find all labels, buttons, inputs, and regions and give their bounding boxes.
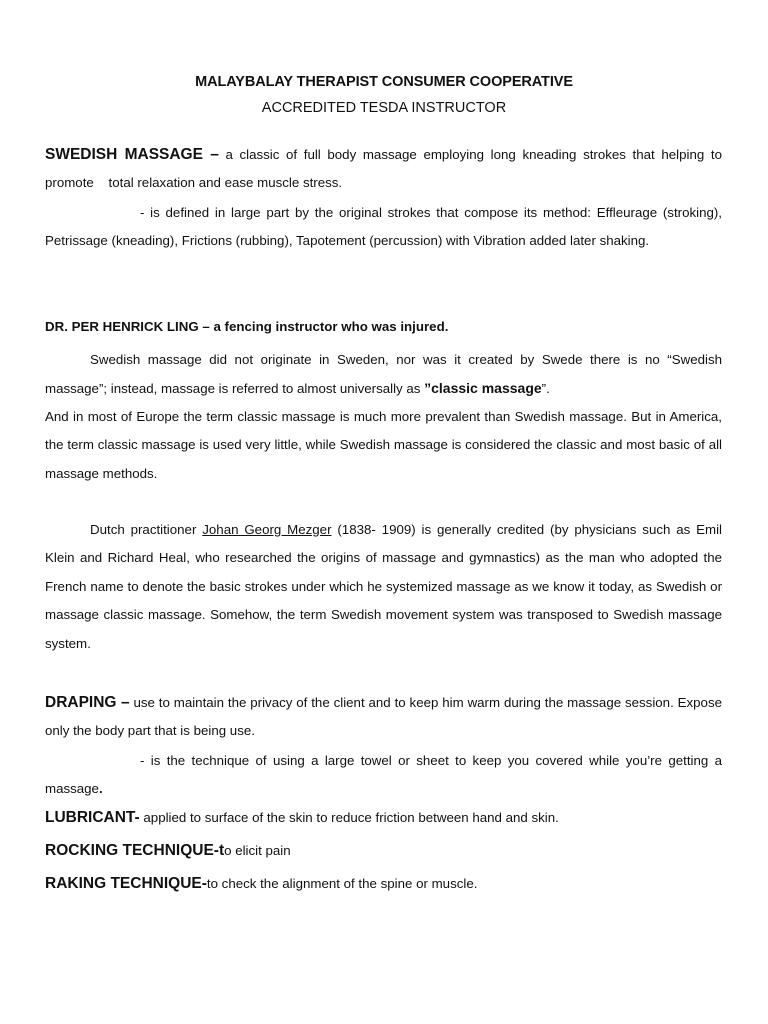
swedish-massage-definition: a classic of full body massage employing long kneading strokes that helping to promote total relaxation and ease muscle stress. <box>45 147 722 191</box>
draping-extra-period: . <box>98 781 103 797</box>
draping-paragraph <box>45 689 722 746</box>
swedish-massage-extra-paragraph <box>45 199 722 256</box>
draping-extra-paragraph <box>45 747 722 804</box>
document-subtitle: ACCREDITED TESDA INSTRUCTOR <box>261 100 507 116</box>
mezger-paragraph <box>45 516 722 658</box>
lubricant-definition: applied to surface of the skin to reduce friction between hand and skin. <box>139 810 559 825</box>
swedish-massage-term: SWEDISH MASSAGE – <box>45 146 219 163</box>
origin-text-end: ”. <box>541 381 550 397</box>
origin-paragraph <box>45 346 722 404</box>
classic-massage-term: ”classic massage <box>424 380 542 397</box>
draping-term: DRAPING – <box>45 694 130 711</box>
raking-line <box>45 875 722 893</box>
draping-extra: - is the technique of using a large towel or sheet to keep you covered while you’re getting a massage <box>45 753 722 797</box>
europe-paragraph: And in most of Europe the term classic massage is much more prevalent than Swedish massage. But in America, the term classic massage is used very little, while Swedish massage is considered the classic and most basic of all massage methods. <box>45 409 722 481</box>
rocking-term: ROCKING TECHNIQUE-t <box>45 842 225 859</box>
origin-text: Swedish massage did not originate in Sweden, nor was it created by Swede there is no “Swedish massage”; instead, massage is referred to almost universally as <box>45 352 722 397</box>
lubricant-line <box>45 809 722 827</box>
organization-title: MALAYBALAY THERAPIST CONSUMER COOPERATIVE <box>195 74 573 90</box>
rocking-line <box>45 842 722 860</box>
draping-definition: use to maintain the privacy of the client and to keep him warm during the massage session. Expose only the body part that is being use. <box>45 695 722 739</box>
swedish-massage-extra: - is defined in large part by the original strokes that compose its method: Effleurage (stroking), Petrissage (kneading), Frictions (rubbing), Tapotement (percussion) with Vibration added later shaking. <box>45 205 722 249</box>
lubricant-term: LUBRICANT- <box>45 809 140 826</box>
mezger-text-rest: (1838- 1909) is generally credited (by physicians such as Emil Klein and Richard Heal, who researched the origins of massage and gymnastics) as the man who adopted the French name to denote the basic strokes under which he systemized massage as we know it today, as Swedish or massage classic massage. Somehow, the term Swedish movement system was transposed to Swedish massage system. <box>45 522 723 651</box>
swedish-massage-paragraph <box>45 141 722 198</box>
rocking-definition: o elicit pain <box>224 843 291 858</box>
ling-heading: DR. PER HENRICK LING – a fencing instructor who was injured. <box>45 319 449 334</box>
raking-definition: to check the alignment of the spine or muscle. <box>206 876 478 891</box>
mezger-name-link[interactable]: Johan Georg Mezger <box>202 522 332 537</box>
raking-term: RAKING TECHNIQUE- <box>45 875 207 892</box>
mezger-text-start: Dutch practitioner <box>90 522 203 537</box>
